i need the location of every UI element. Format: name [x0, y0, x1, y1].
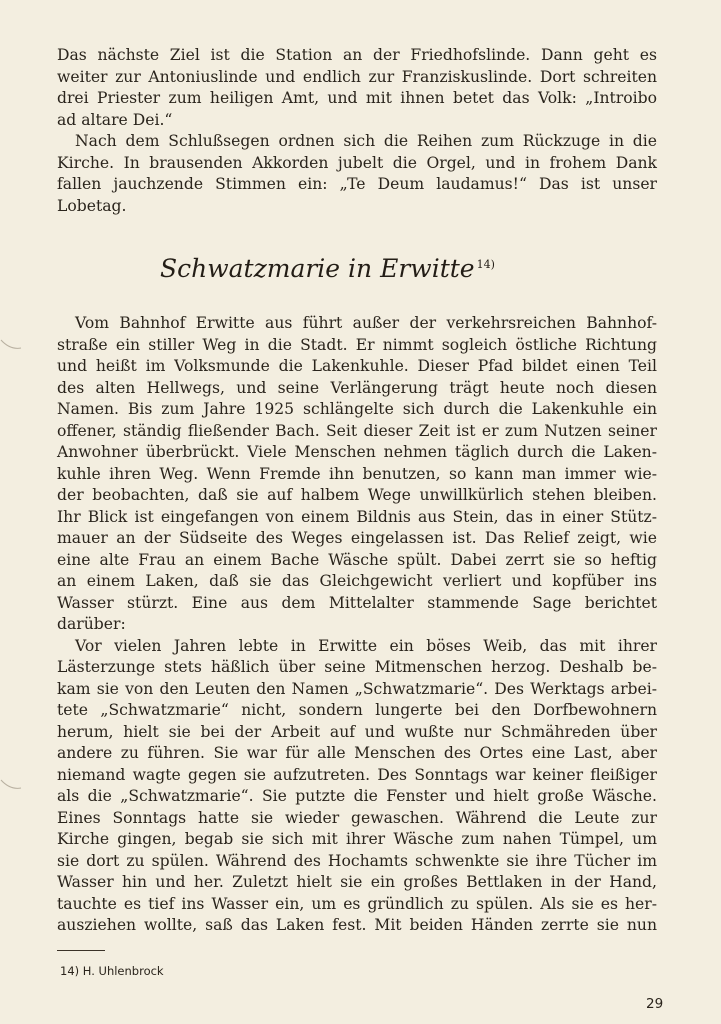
- text-line: offener, ständig fließender Bach. Seit dieser Zeit ist er zum Nutzen seiner: [57, 421, 657, 440]
- text-line: Lästerzunge stets häßlich über seine Mitmenschen herzog. Deshalb be-: [57, 658, 657, 676]
- section-title: [160, 254, 580, 283]
- footnote-rule: [57, 950, 105, 951]
- text-line: weiter zur Antoniuslinde und endlich zur Franziskuslinde. Dort schreiten: [57, 67, 657, 86]
- margin-mark-icon: [0, 338, 22, 352]
- text-line: sie dort zu spülen. Während des Hochamts schwenkte sie ihre Tücher im: [57, 851, 657, 870]
- text-line: Namen. Bis zum Jahre 1925 schlängelte sich durch die Lakenkuhle ein: [57, 400, 657, 418]
- text-line: Vom Bahnhof Erwitte aus führt außer der verkehrsreichen Bahnhof-: [75, 314, 657, 332]
- text-line: darüber:: [57, 615, 126, 633]
- text-line: straße ein stiller Weg in die Stadt. Er nimmt sogleich östliche Richtung: [57, 335, 657, 354]
- text-line: tauchte es tief ins Wasser ein, um es gründlich zu spülen. Als sie es her-: [57, 894, 657, 913]
- intro-paragraphs: [57, 45, 657, 217]
- text-line: drei Priester zum heiligen Amt, und mit ihnen betet das Volk: „Introibo: [57, 89, 657, 107]
- text-line: andere zu führen. Sie war für alle Menschen des Ortes eine Last, aber: [57, 744, 657, 762]
- text-line: und heißt im Volksmunde die Lakenkuhle. Dieser Pfad bildet einen Teil: [57, 357, 657, 375]
- text-line: Kirche. In brausenden Akkorden jubelt die Orgel, und in frohem Dank: [57, 153, 657, 172]
- story-paragraphs: [57, 313, 657, 937]
- text-line: fallen jauchzende Stimmen ein: „Te Deum laudamus!“ Das ist unser: [57, 175, 657, 193]
- footnote: 14) H. Uhlenbrock: [60, 964, 164, 978]
- footnote-reference: 14): [476, 257, 495, 271]
- text-line: Nach dem Schlußsegen ordnen sich die Reihen zum Rückzuge in die: [75, 132, 657, 150]
- section-title-text: Schwatzmarie in Erwitte: [160, 254, 475, 283]
- text-line: Ihr Blick ist eingefangen von einem Bildnis aus Stein, das in einer Stütz-: [57, 507, 657, 526]
- text-line: Wasser stürzt. Eine aus dem Mittelalter stammende Sage berichtet: [57, 593, 657, 612]
- margin-mark-icon: [0, 778, 22, 792]
- text-line: Lobetag.: [57, 196, 127, 215]
- text-line: Kirche gingen, begab sie sich mit ihrer Wäsche zum nahen Tümpel, um: [57, 830, 657, 848]
- text-line: Wasser hin und her. Zuletzt hielt sie ein großes Bettlaken in der Hand,: [57, 873, 657, 891]
- text-line: eine alte Frau an einem Bache Wäsche spült. Dabei zerrt sie so heftig: [57, 550, 657, 569]
- text-line: an einem Laken, daß sie das Gleichgewicht verliert und kopfüber ins: [57, 572, 657, 590]
- text-line: Eines Sonntags hatte sie wieder gewaschen. Während die Leute zur: [57, 808, 657, 827]
- text-line: herum, hielt sie bei der Arbeit auf und wußte nur Schmähreden über: [57, 722, 657, 741]
- text-line: mauer an der Südseite des Weges eingelassen ist. Das Relief zeigt, wie: [57, 529, 657, 547]
- text-line: tete „Schwatzmarie“ nicht, sondern lungerte bei den Dorfbewohnern: [57, 701, 657, 719]
- text-line: ausziehen wollte, saß das Laken fest. Mit beiden Händen zerrte sie nun: [57, 916, 657, 934]
- text-line: der beobachten, daß sie auf halbem Wege unwillkürlich stehen bleiben.: [57, 486, 657, 504]
- text-line: als die „Schwatzmarie“. Sie putzte die Fenster und hielt große Wäsche.: [57, 787, 657, 805]
- text-line: des alten Hellwegs, und seine Verlängerung trägt heute noch diesen: [57, 378, 657, 397]
- text-line: kam sie von den Leuten den Namen „Schwatzmarie“. Des Werktags arbei-: [57, 679, 657, 698]
- text-line: Das nächste Ziel ist die Station an der Friedhofslinde. Dann geht es: [57, 46, 657, 64]
- text-line: kuhle ihren Weg. Wenn Fremde ihn benutzen, so kann man immer wie-: [57, 464, 657, 483]
- text-line: Anwohner überbrückt. Viele Menschen nehmen täglich durch die Laken-: [57, 443, 657, 461]
- page-number: 29: [646, 996, 664, 1012]
- text-line: ad altare Dei.“: [57, 110, 173, 129]
- text-line: Vor vielen Jahren lebte in Erwitte ein böses Weib, das mit ihrer: [75, 636, 657, 655]
- text-line: niemand wagte gegen sie aufzutreten. Des Sonntags war keiner fleißiger: [57, 765, 657, 784]
